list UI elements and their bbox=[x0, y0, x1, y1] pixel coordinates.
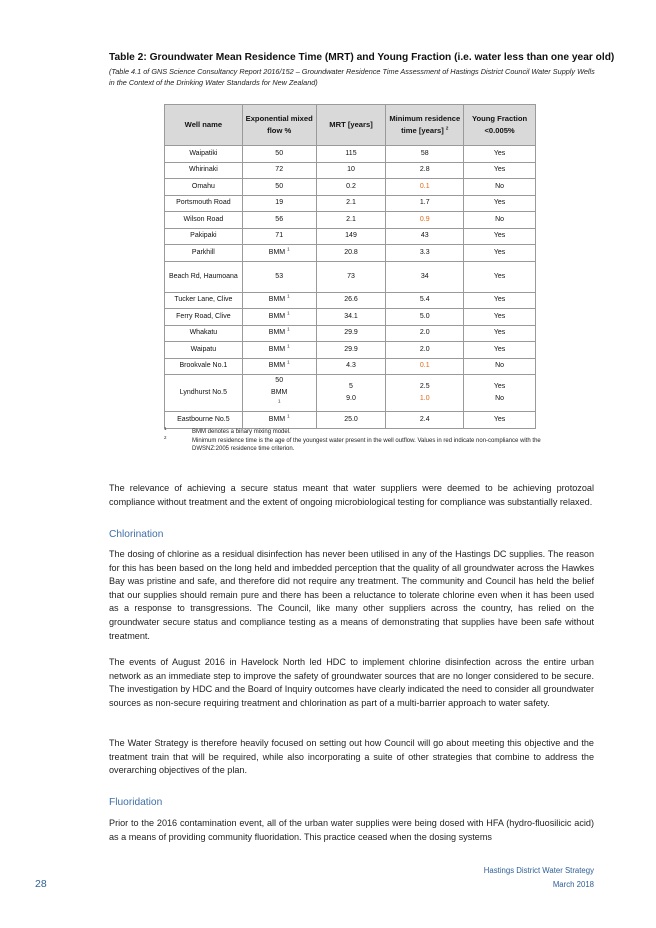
cell-mrt: 25.0 bbox=[316, 412, 386, 429]
cell-min: 43 bbox=[386, 228, 464, 245]
cell-exp: BMM $^1$ bbox=[242, 342, 316, 359]
cell-young: Yes No bbox=[464, 375, 536, 412]
table-row bbox=[165, 245, 536, 262]
cell-exp: BMM $^1$ bbox=[242, 325, 316, 342]
cell-min: 34 bbox=[386, 261, 464, 292]
cell-young: No bbox=[464, 212, 536, 229]
footer-doc-title: Hastings District Water Strategy bbox=[483, 866, 594, 875]
cell-well: Tucker Lane, Clive bbox=[165, 292, 243, 309]
cell-exp: BMM $^1$ bbox=[242, 245, 316, 262]
cell-exp: BMM $^1$ bbox=[242, 309, 316, 326]
cell-min-noncompliant: 0.9 bbox=[386, 212, 464, 229]
table-header-row bbox=[165, 105, 536, 146]
table-row bbox=[165, 195, 536, 212]
cell-exp: 56 bbox=[242, 212, 316, 229]
cell-well: Beach Rd, Haumoana bbox=[165, 261, 243, 292]
table-row bbox=[165, 162, 536, 179]
cell-min: 2.0 bbox=[386, 325, 464, 342]
table-row bbox=[165, 309, 536, 326]
table-row bbox=[165, 228, 536, 245]
table-row bbox=[165, 412, 536, 429]
cell-min: 58 bbox=[386, 146, 464, 163]
cell-min: 3.3 bbox=[386, 245, 464, 262]
cell-min-noncompliant: 0.1 bbox=[386, 179, 464, 196]
cell-mrt: 115 bbox=[316, 146, 386, 163]
cell-mrt: 0.2 bbox=[316, 179, 386, 196]
heading-chlorination: Chlorination bbox=[109, 529, 164, 540]
cell-mrt: 26.6 bbox=[316, 292, 386, 309]
cell-young: Yes bbox=[464, 309, 536, 326]
cell-exp: 71 bbox=[242, 228, 316, 245]
cell-young: Yes bbox=[464, 342, 536, 359]
cell-exp: 50 BMM $^1$ bbox=[242, 375, 316, 412]
cell-exp: 50 bbox=[242, 179, 316, 196]
cell-mrt: 4.3 bbox=[316, 358, 386, 375]
cell-exp: BMM $^1$ bbox=[242, 292, 316, 309]
cell-well: Whakatu bbox=[165, 325, 243, 342]
cell-well: Waipatu bbox=[165, 342, 243, 359]
table-row bbox=[165, 375, 536, 412]
cell-young: Yes bbox=[464, 228, 536, 245]
cell-mrt: 149 bbox=[316, 228, 386, 245]
cell-well: Eastbourne No.5 bbox=[165, 412, 243, 429]
cell-young: No bbox=[464, 179, 536, 196]
cell-min-noncompliant: 0.1 bbox=[386, 358, 464, 375]
cell-well: Waipatiki bbox=[165, 146, 243, 163]
page-number: 28 bbox=[35, 878, 47, 890]
cell-min: 5.0 bbox=[386, 309, 464, 326]
cell-well: Whirinaki bbox=[165, 162, 243, 179]
cell-mrt: 73 bbox=[316, 261, 386, 292]
cell-well: Wilson Road bbox=[165, 212, 243, 229]
header-exponential: Exponential mixed flow % bbox=[242, 105, 316, 146]
cell-young: Yes bbox=[464, 146, 536, 163]
table-row bbox=[165, 292, 536, 309]
cell-mrt: 10 bbox=[316, 162, 386, 179]
cell-well: Portsmouth Road bbox=[165, 195, 243, 212]
cell-well: Pakipaki bbox=[165, 228, 243, 245]
cell-min: 2.0 bbox=[386, 342, 464, 359]
paragraph-havelock-north: The events of August 2016 in Havelock North led HDC to implement chlorine disinfection across the entire urban network as an immediate step to improve the safety of groundwater sources that are no longer considered to be secure. The investigation by HDC and the Board of Inquiry outcomes have clearly indicated the need to consider all groundwater sources as non-secure requiring treatment and chlorination as part of a multi-barrier approach to water safety. bbox=[109, 657, 594, 708]
heading-fluoridation: Fluoridation bbox=[109, 797, 163, 808]
cell-well: Lyndhurst No.5 bbox=[165, 375, 243, 412]
cell-exp: 19 bbox=[242, 195, 316, 212]
cell-young: Yes bbox=[464, 245, 536, 262]
mrt-table bbox=[164, 104, 536, 429]
cell-well: Ferry Road, Clive bbox=[165, 309, 243, 326]
cell-mrt: 20.8 bbox=[316, 245, 386, 262]
table-row bbox=[165, 342, 536, 359]
cell-min: 1.7 bbox=[386, 195, 464, 212]
paragraph-secure-status: The relevance of achieving a secure status meant that water suppliers were deemed to be achieving protozoal compliance without treatment and the extent of ongoing microbiological testing for compliance was substantially relaxed. bbox=[109, 483, 594, 507]
table-subtitle: (Table 4.1 of GNS Science Consultancy Report 2016/152 – Groundwater Residence Time Assessment of Hastings District Council Water Supply Wells in the Context of the Drinking Water Standards for New Zealand) bbox=[109, 67, 595, 87]
cell-young: Yes bbox=[464, 325, 536, 342]
paragraph-fluoridation: Prior to the 2016 contamination event, all of the urban water supplies were being dosed with HFA (hydro-fluosilicic acid) as a means of providing community fluoridation. This practice ceased when the dosing systems bbox=[109, 818, 594, 842]
header-young-fraction: Young Fraction <0.005% bbox=[464, 105, 536, 146]
table-row bbox=[165, 261, 536, 292]
cell-mrt: 2.1 bbox=[316, 195, 386, 212]
cell-mrt: 2.1 bbox=[316, 212, 386, 229]
cell-well: Parkhill bbox=[165, 245, 243, 262]
table-row bbox=[165, 212, 536, 229]
table-row bbox=[165, 358, 536, 375]
cell-exp: 72 bbox=[242, 162, 316, 179]
cell-well: Brookvale No.1 bbox=[165, 358, 243, 375]
footer-date: March 2018 bbox=[552, 880, 594, 889]
cell-min: 2.8 bbox=[386, 162, 464, 179]
header-min-residence: Minimum residence time [years] $^2$ bbox=[386, 105, 464, 146]
cell-young: No bbox=[464, 358, 536, 375]
cell-mrt: 5 9.0 bbox=[316, 375, 386, 412]
header-mrt: MRT [years] bbox=[316, 105, 386, 146]
cell-exp: BMM $^1$ bbox=[242, 412, 316, 429]
cell-young: Yes bbox=[464, 412, 536, 429]
cell-exp: BMM $^1$ bbox=[242, 358, 316, 375]
table-row bbox=[165, 146, 536, 163]
document-page: Table 2: Groundwater Mean Residence Time (MRT) and Young Fraction (i.e. water less than one year old) (Table 4.1 of GNS Science Consultancy Report 2016/152 – Groundwater Residence Time Assessment of Hastings District Council Water Supply Wells in the Context of the Drinking Water Standards for New Zealand) Well name Exponential mixed flow % MRT [years] Minimum residence time [years] $^2$ Young Fraction <0.005% Waipatiki 50 115 58 Yes Whirinaki 72 10 2.8 Yes Omahu 50 0.2 0.1 No Portsmouth Road 19 2.1 1.7 Yes Wilson Road 56 2.1 0.9 No Pakipaki 71 149 43 Yes Parkhill BMM $^1$ 20.8 3.3 Yes Beach Rd, Haumoana 53 73 34 Yes Tucker Lane, Clive BMM $^1$ 26.6 5.4 Yes Ferry Road, Clive BMM $^1$ 34.1 5.0 Yes Whakatu BMM $^1$ 29.9 2.0 Yes Waipatu BMM $^1$ 29.9 2.0 Yes Brookvale No.1 BMM $^1$ 4.3 0.1 No Lyndhurst No.5 50 BMM $^1$ 5 9.0 2.5 1.0 Yes No Eastbourne No.5 BMM $^1$ 25.0 2.4 Yes 1 BMM denotes a binary mixing model. 2 Minimum residence time is the age of the youngest water present in the well outflow. Values in red indicate non-compliance with the DWSNZ:2005 residence time criterion. The relevance of achieving a secure status meant that water suppliers were deemed to be achieving protozoal compliance without treatment and the extent of ongoing microbiological testing for compliance was substantially relaxed. Chlorination The dosing of chlorine as a residual disinfection has never been utilised in any of the Hastings DC supplies. The reason for this has been based on the long held and imbedded perception that the quality of all groundwater across the Hawkes Bay was pristine and safe, and therefore did not require any treatment. The community and Council has held the belief that our supplies should remain pure and there has been a reluctance to tolerate chlorine even when it has been used as a response to transgressions. The Council, like many other suppliers across the country, has relied on the groundwater secure status and compliance testing as a means of demonstrating that supplies have been safe without treatment. The events of August 2016 in Havelock North led HDC to implement chlorine disinfection across the entire urban network as an immediate step to improve the safety of groundwater sources that are no longer considered to be secure. The investigation by HDC and the Board of Inquiry outcomes have clearly indicated the need to consider all groundwater sources as non-secure requiring treatment and chlorination as part of a multi-barrier approach to water safety. The Water Strategy is therefore heavily focused on setting out how Council will go about meeting this objective and the treatment train that will be required, while also incorporating a suite of other strategies that combine to address the overarching objectives of the plan. Fluoridation Prior to the 2016 contamination event, all of the urban water supplies were being dosed with HFA (hydro-fluosilicic acid) as a means of providing community fluoridation. This practice ceased when the dosing systems Hastings District Water Strategy March 2018 28 bbox=[35, 52, 615, 890]
cell-mrt: 34.1 bbox=[316, 309, 386, 326]
cell-young: Yes bbox=[464, 162, 536, 179]
cell-min: 2.4 bbox=[386, 412, 464, 429]
paragraph-chlorination-history: The dosing of chlorine as a residual disinfection has never been utilised in any of the Hastings DC supplies. The reason for this has been based on the long held and imbedded perception that the quality of all groundwater across the Hawkes Bay was pristine and safe, and therefore did not require any treatment. The community and Council has held the belief that our supplies should remain pure and there has been a reluctance to tolerate chlorine even when it has been used as a response to transgressions. The Council, like many other suppliers across the country, has relied on the groundwater secure status and compliance testing as a means of demonstrating that supplies have been safe without treatment. bbox=[109, 549, 594, 641]
cell-exp: 53 bbox=[242, 261, 316, 292]
cell-young: Yes bbox=[464, 261, 536, 292]
cell-exp: 50 bbox=[242, 146, 316, 163]
cell-min: 2.5 1.0 bbox=[386, 375, 464, 412]
table-title: Table 2: Groundwater Mean Residence Time (MRT) and Young Fraction (i.e. water less than one year old) bbox=[109, 52, 615, 63]
cell-mrt: 29.9 bbox=[316, 342, 386, 359]
table-row bbox=[165, 179, 536, 196]
cell-young: Yes bbox=[464, 292, 536, 309]
paragraph-water-strategy: The Water Strategy is therefore heavily focused on setting out how Council will go about meeting this objective and the treatment train that will be required, while also incorporating a suite of other strategies that combine to address the overarching objectives of the plan. bbox=[109, 738, 594, 776]
cell-min: 5.4 bbox=[386, 292, 464, 309]
cell-mrt: 29.9 bbox=[316, 325, 386, 342]
header-well-name: Well name bbox=[165, 105, 243, 146]
table-row bbox=[165, 325, 536, 342]
cell-well: Omahu bbox=[165, 179, 243, 196]
cell-young: Yes bbox=[464, 195, 536, 212]
